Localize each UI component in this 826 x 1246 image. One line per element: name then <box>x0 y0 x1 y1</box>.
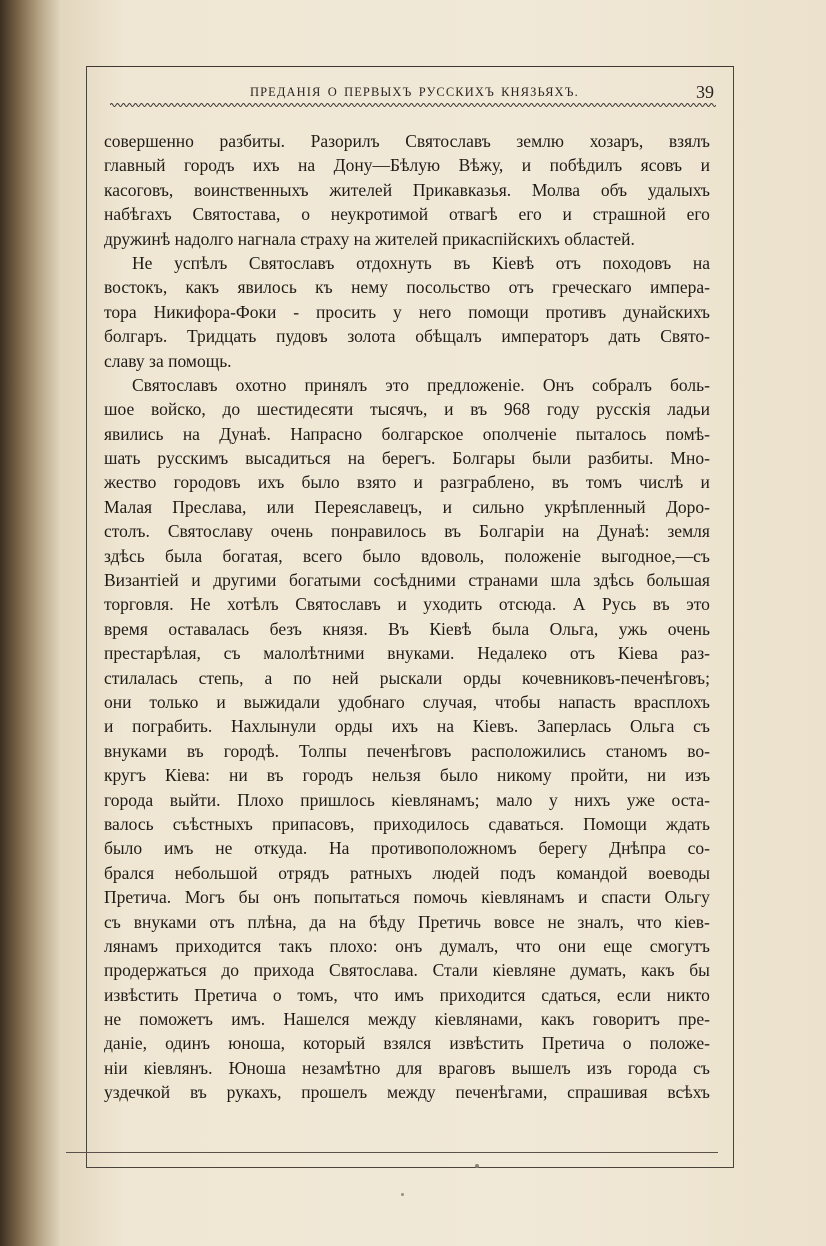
text-line: съ внуками отъ плѣна, да на бѣду Претичь вовсе не зналъ, что кіев- <box>104 911 710 932</box>
text-line: брался небольшой отрядъ ратныхъ людей подъ командой воеводы <box>104 862 710 883</box>
ink-speck <box>475 1164 479 1168</box>
text-line: славу за помощь. <box>104 350 232 371</box>
text-line: ніи кіевлянъ. Юноша незамѣтно для враговъ вышелъ изъ города съ <box>104 1057 710 1078</box>
text-line: дружинѣ надолго нагнала страху на жителей прикаспійскихъ областей. <box>104 228 635 249</box>
bottom-rule <box>66 1152 718 1153</box>
text-line: даніе, одинъ юноша, который взялся извѣстить Претича о положе- <box>104 1033 710 1054</box>
text-line: совершенно разбиты. Разорилъ Святославъ землю хозаръ, взялъ <box>104 131 710 151</box>
text-line: кругъ Кіева: ни въ городъ нельзя было никому пройти, ни изъ <box>104 765 710 786</box>
text-line: Малая Преслава, или Переяславецъ, и сильно укрѣпленный Доро- <box>104 496 710 517</box>
text-line: Святославъ охотно принялъ это предложеніе. Онъ собралъ боль- <box>132 374 710 395</box>
text-line: шать русскимъ высадиться на берегъ. Болгары были разбиты. Мно- <box>104 448 710 469</box>
text-line: и пограбить. Нахлынули орды ихъ на Кіевъ. Заперлась Ольга съ <box>104 716 710 737</box>
text-line: лянамъ приходится такъ плохо: онъ думалъ, что они еще смогутъ <box>104 935 710 956</box>
page-number: 39 <box>696 82 714 102</box>
text-line: не поможетъ имъ. Нашелся между кіевлянами, какъ говоритъ пре- <box>104 1009 710 1030</box>
text-line: болгаръ. Тридцать пудовъ золота обѣщалъ императоръ дать Свято- <box>104 326 710 347</box>
text-line: Претича. Могъ бы онъ попытаться помочь кіевлянамъ и спасти Ольгу <box>104 887 710 908</box>
text-line: востокъ, какъ явилось къ нему посольство отъ греческаго импера- <box>104 277 710 298</box>
text-line: извѣстить Претича о томъ, что имъ приходится сдаться, если никто <box>104 984 710 1005</box>
text-line: продержаться до прихода Святослава. Стали кіевляне думать, какъ бы <box>104 960 710 981</box>
text-line: явились на Дунаѣ. Напрасно болгарское ополченіе пыталось помѣ- <box>104 423 710 444</box>
text-line: они только и выжидали удобнаго случая, чтобы напасть врасплохъ <box>104 691 710 712</box>
text-line: набѣгахъ Святостава, о неукротимой отвагѣ его и страшной его <box>104 204 710 225</box>
wavy-ornament-rule <box>110 101 716 109</box>
text-line: время оставалась безъ князя. Въ Кіевѣ была Ольга, ужь очень <box>104 618 710 639</box>
text-line: главный городъ ихъ на Дону—Бѣлую Вѣжу, и побѣдилъ ясовъ и <box>104 155 710 176</box>
text-line: шое войско, до шестидесяти тысячъ, и въ 968 году русскія ладьи <box>104 399 710 420</box>
text-line: тора Никифора-Фоки - просить у него помощи противъ дунайскихъ <box>104 301 710 322</box>
text-line: Византіей и другими богатыми сосѣдними странами шла здѣсь большая <box>104 570 710 591</box>
text-line: стилалась степь, а по ней рыскали орды кочевниковъ-печенѣговъ; <box>104 667 710 688</box>
text-line: города выйти. Плохо пришлось кіевлянамъ; мало у нихъ уже оста- <box>104 789 710 810</box>
text-line: здѣсь была богатая, всего было вдоволь, положеніе выгодное,—съ <box>104 545 710 566</box>
text-line: Не успѣлъ Святославъ отдохнуть въ Кіевѣ отъ походовъ на <box>132 252 710 273</box>
text-line: жество городовъ ихъ было взято и разграблено, въ томъ числѣ и <box>104 472 710 493</box>
text-line: касоговъ, воинственныхъ жителей Прикавказья. Молва объ удалыхъ <box>104 179 710 200</box>
text-line: торговля. Не хотѣлъ Святославъ и уходить отсюда. А Русь въ это <box>104 594 710 615</box>
text-line: столъ. Святославу очень понравилось въ Болгаріи на Дунаѣ: земля <box>104 521 710 542</box>
body-text <box>104 129 710 1105</box>
text-line: престарѣлая, съ малолѣтними внуками. Недалеко отъ Кіева раз- <box>104 643 710 664</box>
text-line: валось съѣстныхъ припасовъ, приходилось сдаваться. Помощи ждать <box>104 813 710 834</box>
text-line: уздечкой въ рукахъ, прошелъ между печенѣгами, спрашивая всѣхъ <box>104 1082 710 1103</box>
book-spine-shadow <box>0 0 62 1246</box>
text-line: было имъ не откуда. На противоположномъ берегу Днѣпра со- <box>104 838 710 859</box>
running-title: ПРЕДАНІЯ О ПЕРВЫХЪ РУССКИХЪ КНЯЗЬЯХЪ. <box>250 85 579 99</box>
text-line: внуками въ городѣ. Толпы печенѣговъ расположились станомъ во- <box>104 740 710 761</box>
ink-speck <box>401 1193 404 1196</box>
